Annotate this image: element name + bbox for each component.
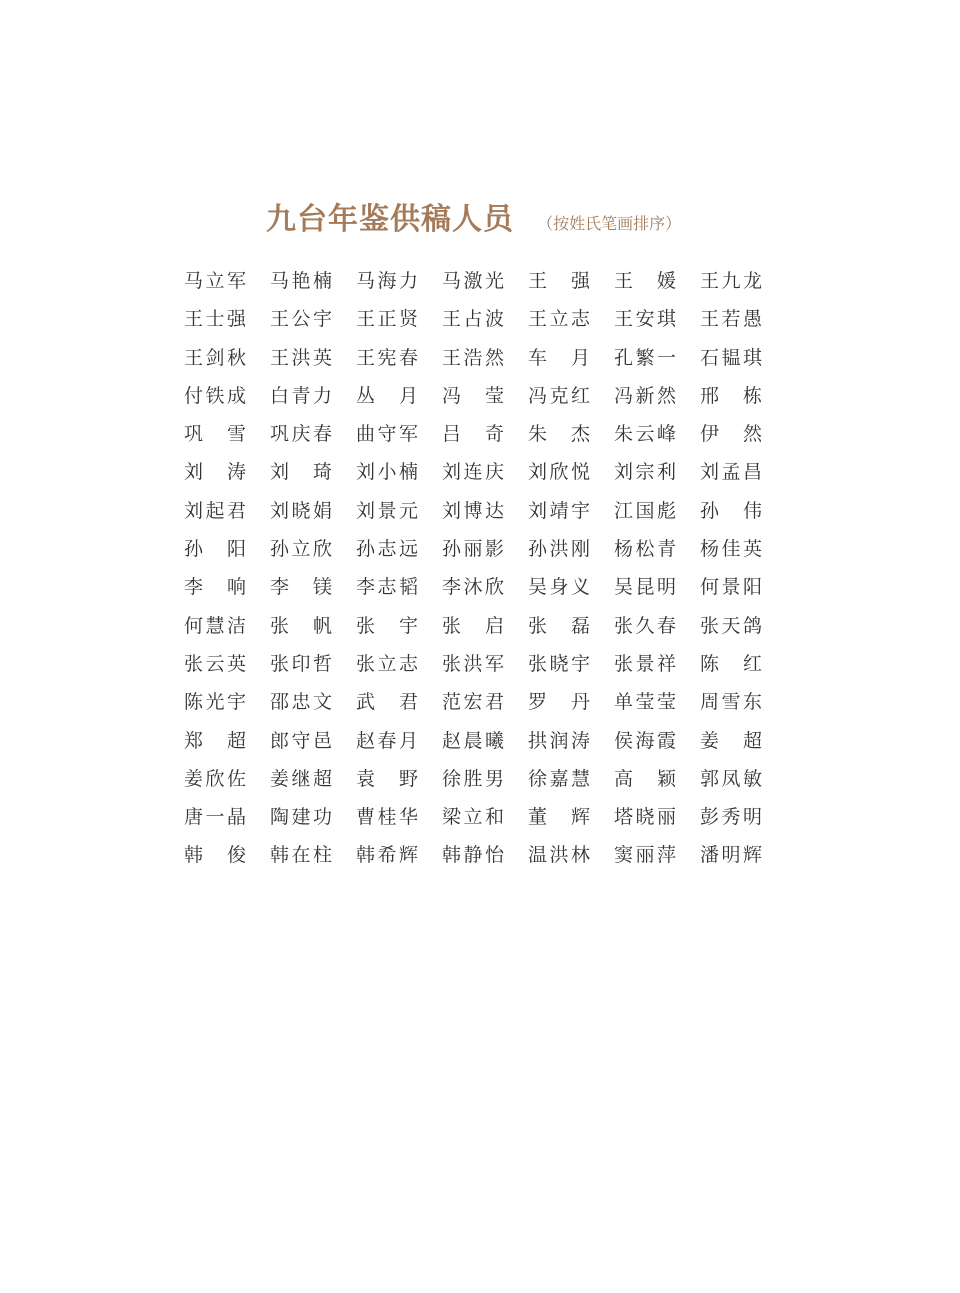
contributor-name: 邢 栋 — [700, 384, 762, 407]
contributor-name: 江 国 彪 — [614, 499, 676, 522]
contributor-name: 伊 然 — [700, 423, 762, 446]
contributor-name: 刘 靖 宇 — [528, 499, 590, 522]
contributor-list — [184, 268, 786, 881]
contributor-name: 吴 身 义 — [528, 576, 590, 599]
contributor-name: 单 莹 莹 — [614, 691, 676, 714]
contributor-name: 朱 杰 — [528, 423, 590, 446]
contributor-name: 陈 红 — [700, 652, 762, 675]
contributor-name: 巩 雪 — [184, 423, 246, 446]
contributor-name: 孙 丽 影 — [442, 538, 504, 561]
contributor-name: 赵 春 月 — [356, 729, 418, 752]
contributor-name: 拱 润 涛 — [528, 729, 590, 752]
contributor-name: 吴 昆 明 — [614, 576, 676, 599]
contributor-name: 韩 希 辉 — [356, 844, 418, 867]
contributor-name: 孙 阳 — [184, 538, 246, 561]
contributor-name: 车 月 — [528, 346, 590, 369]
contributor-name: 刘 欣 悦 — [528, 461, 590, 484]
contributor-name: 孙 伟 — [700, 499, 762, 522]
contributor-name: 李 镁 — [270, 576, 332, 599]
contributor-name: 塔 晓 丽 — [614, 806, 676, 829]
contributor-name: 韩 在 柱 — [270, 844, 332, 867]
contributor-name: 张 晓 宇 — [528, 652, 590, 675]
contributor-name: 张 启 — [442, 614, 504, 637]
page-header — [266, 194, 681, 238]
contributor-name: 付 铁 成 — [184, 384, 246, 407]
contributor-name: 王 士 强 — [184, 308, 246, 331]
contributor-name: 王 安 琪 — [614, 308, 676, 331]
contributor-name: 马 立 军 — [184, 270, 246, 292]
contributor-name: 侯 海 霞 — [614, 729, 676, 752]
contributor-name: 郭 凤 敏 — [700, 767, 762, 790]
contributor-name: 王 公 宇 — [270, 308, 332, 331]
contributor-name: 石 韫 琪 — [700, 346, 762, 369]
contributor-name: 王 若 愚 — [700, 308, 762, 331]
contributor-name: 王 强 — [528, 270, 590, 292]
contributor-name: 冯 克 红 — [528, 384, 590, 407]
contributor-name: 王 九 龙 — [700, 270, 762, 292]
contributor-name: 邵 忠 文 — [270, 691, 332, 714]
contributor-name: 孙 立 欣 — [270, 538, 332, 561]
contributor-name: 冯 新 然 — [614, 384, 676, 407]
contributor-name: 何 景 阳 — [700, 576, 762, 599]
contributor-name: 王 占 波 — [442, 308, 504, 331]
contributor-name: 王 正 贤 — [356, 308, 418, 331]
contributor-name: 刘 小 楠 — [356, 461, 418, 484]
contributor-name: 王 立 志 — [528, 308, 590, 331]
contributor-name: 姜 继 超 — [270, 767, 332, 790]
contributor-name: 周 雪 东 — [700, 691, 762, 714]
contributor-name: 张 磊 — [528, 614, 590, 637]
contributor-name: 朱 云 峰 — [614, 423, 676, 446]
contributor-name: 李 响 — [184, 576, 246, 599]
contributor-name: 李 志 韬 — [356, 576, 418, 599]
contributor-name: 罗 丹 — [528, 691, 590, 714]
contributor-name: 韩 静 怡 — [442, 844, 504, 867]
contributor-name: 马 艳 楠 — [270, 270, 332, 292]
contributor-name: 韩 俊 — [184, 844, 246, 867]
contributor-name: 陶 建 功 — [270, 806, 332, 829]
contributor-name: 张 印 哲 — [270, 652, 332, 675]
contributor-name: 孙 洪 刚 — [528, 538, 590, 561]
contributor-name: 白 青 力 — [270, 384, 332, 407]
page-subtitle: （按姓氏笔画排序） — [537, 214, 682, 233]
contributor-name: 董 辉 — [528, 806, 590, 829]
contributor-name: 彭 秀 明 — [700, 806, 762, 829]
contributor-name: 刘 宗 利 — [614, 461, 676, 484]
contributor-name: 王 洪 英 — [270, 346, 332, 369]
contributor-name: 刘 涛 — [184, 461, 246, 484]
contributor-name: 王 媛 — [614, 270, 676, 292]
contributor-name: 梁 立 和 — [442, 806, 504, 829]
contributor-name: 刘 景 元 — [356, 499, 418, 522]
contributor-name: 曹 桂 华 — [356, 806, 418, 829]
contributor-name: 何 慧 洁 — [184, 614, 246, 637]
contributor-name: 曲 守 军 — [356, 423, 418, 446]
contributor-name: 刘 博 达 — [442, 499, 504, 522]
contributor-name: 陈 光 宇 — [184, 691, 246, 714]
contributor-name: 王 剑 秋 — [184, 346, 246, 369]
contributor-name: 郑 超 — [184, 729, 246, 752]
contributor-name: 刘 晓 娟 — [270, 499, 332, 522]
contributor-name: 张 久 春 — [614, 614, 676, 637]
contributor-name: 徐 胜 男 — [442, 767, 504, 790]
contributor-name: 袁 野 — [356, 767, 418, 790]
contributor-name: 刘 孟 昌 — [700, 461, 762, 484]
contributor-name: 张 帆 — [270, 614, 332, 637]
contributor-name: 窦 丽 萍 — [614, 844, 676, 867]
contributor-name: 温 洪 林 — [528, 844, 590, 867]
contributor-name: 张 宇 — [356, 614, 418, 637]
contributor-name: 杨 佳 英 — [700, 538, 762, 561]
contributor-name: 潘 明 辉 — [700, 844, 762, 867]
contributor-name: 高 颖 — [614, 767, 676, 790]
contributor-name: 刘 连 庆 — [442, 461, 504, 484]
contributor-name: 王 宪 春 — [356, 346, 418, 369]
contributor-name: 马 激 光 — [442, 270, 504, 292]
contributor-name: 张 洪 军 — [442, 652, 504, 675]
contributor-name: 刘 琦 — [270, 461, 332, 484]
contributor-name: 徐 嘉 慧 — [528, 767, 590, 790]
contributor-name: 王 浩 然 — [442, 346, 504, 369]
contributor-name: 郎 守 邑 — [270, 729, 332, 752]
contributor-name: 冯 莹 — [442, 384, 504, 407]
contributor-name: 张 立 志 — [356, 652, 418, 675]
contributor-name: 范 宏 君 — [442, 691, 504, 714]
contributor-name: 吕 奇 — [442, 423, 504, 446]
contributor-name: 丛 月 — [356, 384, 418, 407]
contributor-name: 张 云 英 — [184, 652, 246, 675]
contributor-name: 武 君 — [356, 691, 418, 714]
contributor-name: 李 沐 欣 — [442, 576, 504, 599]
contributor-name: 张 天 鸽 — [700, 614, 762, 637]
page-title: 九台年鉴供稿人员 — [266, 202, 514, 237]
contributor-name: 唐 一 晶 — [184, 806, 246, 829]
contributor-name: 赵 晨 曦 — [442, 729, 504, 752]
contributor-name: 张 景 祥 — [614, 652, 676, 675]
contributor-name: 姜 超 — [700, 729, 762, 752]
contributor-name: 孙 志 远 — [356, 538, 418, 561]
contributor-name: 孔 繁 一 — [614, 346, 676, 369]
contributor-name: 刘 起 君 — [184, 499, 246, 522]
contributor-name: 马 海 力 — [356, 270, 418, 292]
contributor-name: 姜 欣 佐 — [184, 767, 246, 790]
contributor-name: 杨 松 青 — [614, 538, 676, 561]
contributor-name: 巩 庆 春 — [270, 423, 332, 446]
